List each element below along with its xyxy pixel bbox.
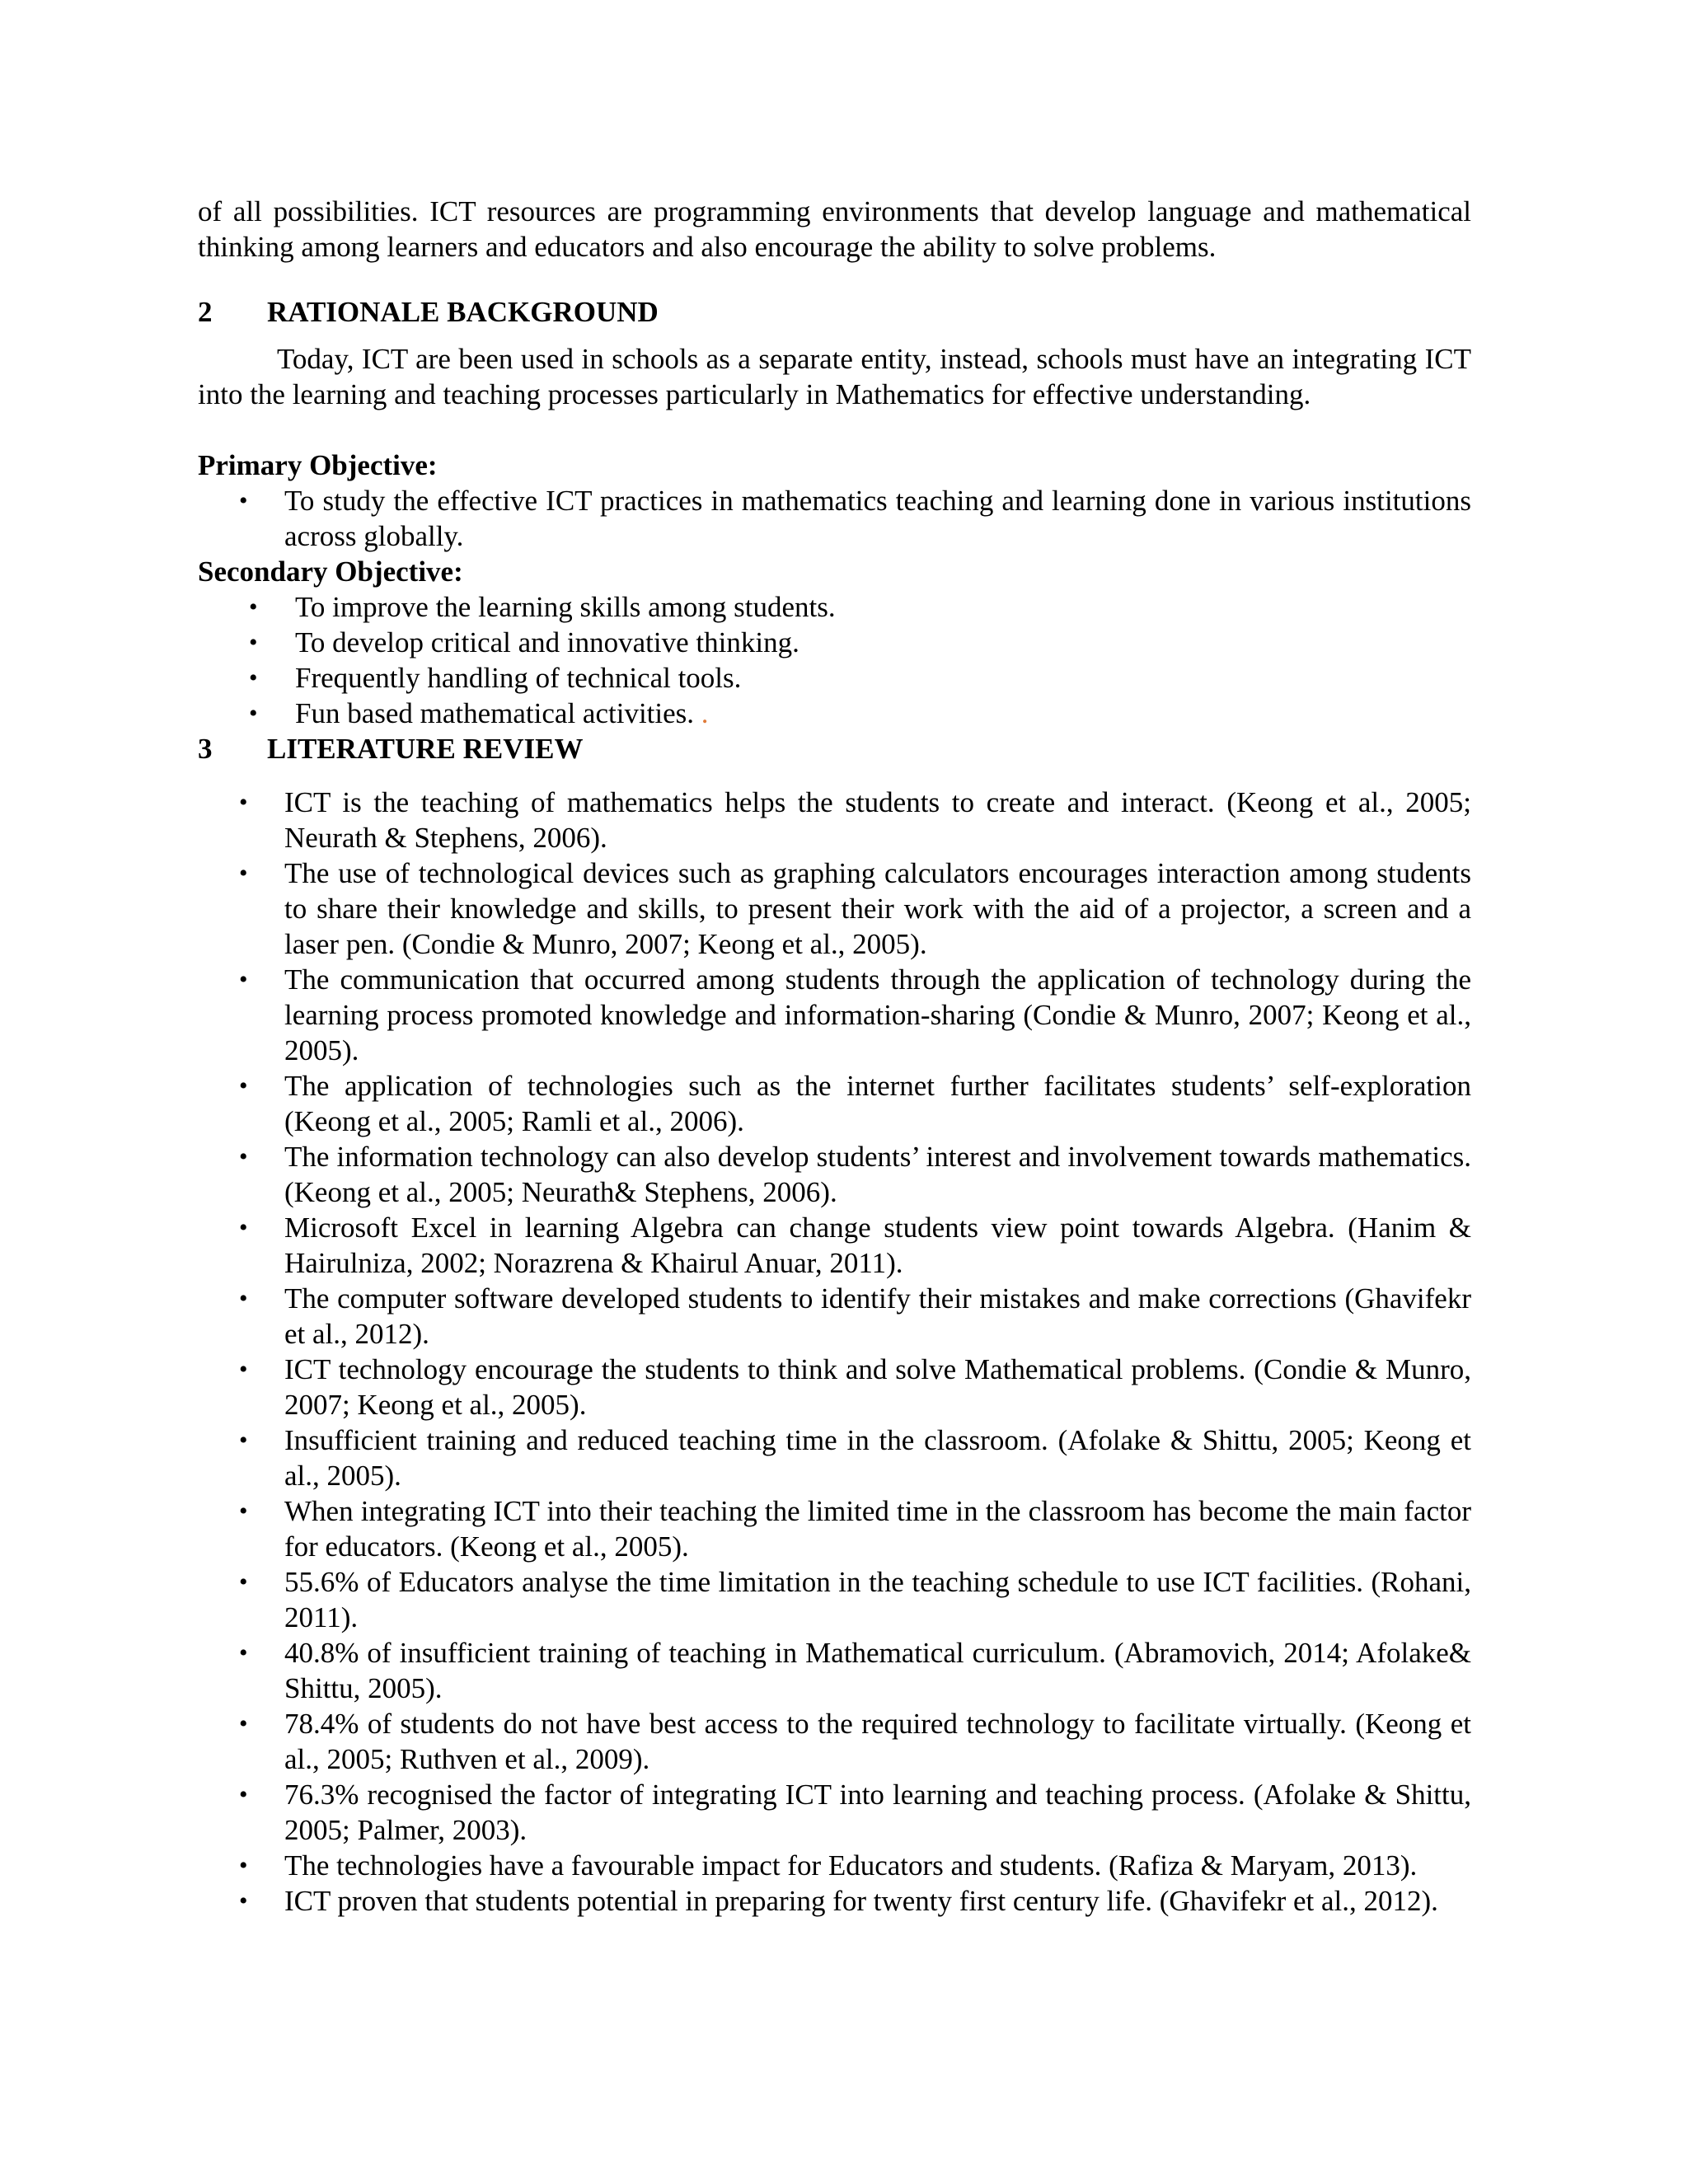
section-2-number: 2 [198, 296, 213, 328]
bullet-icon: • [239, 487, 248, 514]
bullet-icon: • [249, 593, 258, 621]
secondary-objective-list [198, 589, 1471, 731]
rationale-paragraph: Today, ICT are been used in schools as a separate entity, instead, schools must have an integrating ICT into the learning and teaching processes particularly in Mathematics for effective understanding. [198, 343, 1471, 410]
bullet-icon: • [239, 789, 248, 816]
list-item: • When integrating ICT into their teaching the limited time in the classroom has become the main factor for educators. (Keong et al., 2005). [239, 1495, 1471, 1563]
section-2-title: RATIONALE BACKGROUND [267, 296, 659, 328]
list-item: • The use of technological devices such as graphing calculators encourages interaction among students to share their knowledge and skills, to present their work with the aid of a projector, a screen and a laser pen. (Condie & Munro, 2007; Keong et al., 2005). [239, 857, 1471, 960]
section-3-heading [198, 731, 1471, 766]
list-item: • 55.6% of Educators analyse the time limitation in the teaching schedule to use ICT facilities. (Rohani, 2011). [239, 1566, 1471, 1633]
bullet-icon: • [239, 1214, 248, 1241]
primary-objective-heading: Primary Objective: [198, 449, 438, 481]
list-item: • To improve the learning skills among students. [249, 591, 836, 623]
list-item: • To develop critical and innovative thinking. [249, 626, 799, 658]
list-item: • ICT proven that students potential in preparing for twenty first century life. (Ghavifekr et al., 2012). [239, 1885, 1438, 1917]
bullet-icon: • [239, 1639, 248, 1666]
list-item: • The communication that occurred among students through the application of technology during the learning process promoted knowledge and information-sharing (Condie & Munro, 2007; Keong et al., 2005). [239, 963, 1471, 1066]
bullet-icon: • [239, 1497, 248, 1525]
list-item: • The application of technologies such as the internet further facilitates students’ self-exploration (Keong et al., 2005; Ramli et al., 2006). [239, 1070, 1471, 1137]
list-item: • The technologies have a favourable impact for Educators and students. (Rafiza & Maryam, 2013). [239, 1849, 1418, 1882]
bullet-icon: • [239, 1568, 248, 1596]
list-item: • Frequently handling of technical tools. [249, 662, 742, 694]
bullet-icon: • [249, 700, 258, 727]
page-content [198, 194, 1471, 1919]
bullet-icon: • [239, 1072, 248, 1099]
list-item: • Insufficient training and reduced teaching time in the classroom. (Afolake & Shittu, 2005; Keong et al., 2005). [239, 1424, 1471, 1492]
bullet-icon: • [239, 1285, 248, 1312]
bullet-icon: • [239, 1427, 248, 1454]
bullet-icon: • [249, 629, 258, 656]
primary-objective-list [198, 483, 1471, 554]
section-3-number: 3 [198, 733, 213, 765]
list-item: • To study the effective ICT practices in mathematics teaching and learning done in various institutions across globally. [239, 485, 1471, 552]
bullet-icon: • [239, 966, 248, 993]
list-item: • ICT is the teaching of mathematics helps the students to create and interact. (Keong et al., 2005; Neurath & Stephens, 2006). [239, 786, 1471, 854]
section-2-heading [198, 294, 1471, 330]
bullet-icon: • [239, 860, 248, 887]
bullet-icon: • [249, 664, 258, 691]
bullet-icon: • [239, 1710, 248, 1737]
list-item: • ICT technology encourage the students to think and solve Mathematical problems. (Condie & Munro, 2007; Keong et al., 2005). [239, 1353, 1471, 1421]
trailing-mark: . [701, 697, 709, 729]
list-item: • The information technology can also develop students’ interest and involvement towards mathematics. (Keong et al., 2005; Neurath& Stephens, 2006). [239, 1141, 1471, 1208]
list-item: • 76.3% recognised the factor of integrating ICT into learning and teaching process. (Afolake & Shittu, 2005; Palmer, 2003). [239, 1779, 1471, 1846]
bullet-icon: • [239, 1781, 248, 1808]
bullet-icon: • [239, 1887, 248, 1915]
bullet-icon: • [239, 1852, 248, 1879]
secondary-objective-heading: Secondary Objective: [198, 555, 463, 588]
section-3-title: LITERATURE REVIEW [267, 733, 584, 765]
intro-paragraph: of all possibilities. ICT resources are programming environments that develop language and mathematical thinking among learners and educators and also encourage the ability to solve problems. [198, 195, 1471, 263]
list-item: • 78.4% of students do not have best access to the required technology to facilitate virtually. (Keong et al., 2005; Ruthven et al., 2009). [239, 1708, 1471, 1775]
list-item: • Microsoft Excel in learning Algebra can change students view point towards Algebra. (Hanim & Hairulniza, 2002; Norazrena & Khairul Anuar, 2011). [239, 1212, 1471, 1279]
bullet-icon: • [239, 1356, 248, 1383]
list-item: • Fun based mathematical activities. . [249, 697, 709, 729]
literature-review-list [198, 785, 1471, 1919]
list-item: • The computer software developed students to identify their mistakes and make corrections (Ghavifekr et al., 2012). [239, 1282, 1471, 1350]
list-item: • 40.8% of insufficient training of teaching in Mathematical curriculum. (Abramovich, 2014; Afolake& Shittu, 2005). [239, 1637, 1471, 1704]
bullet-icon: • [239, 1143, 248, 1170]
